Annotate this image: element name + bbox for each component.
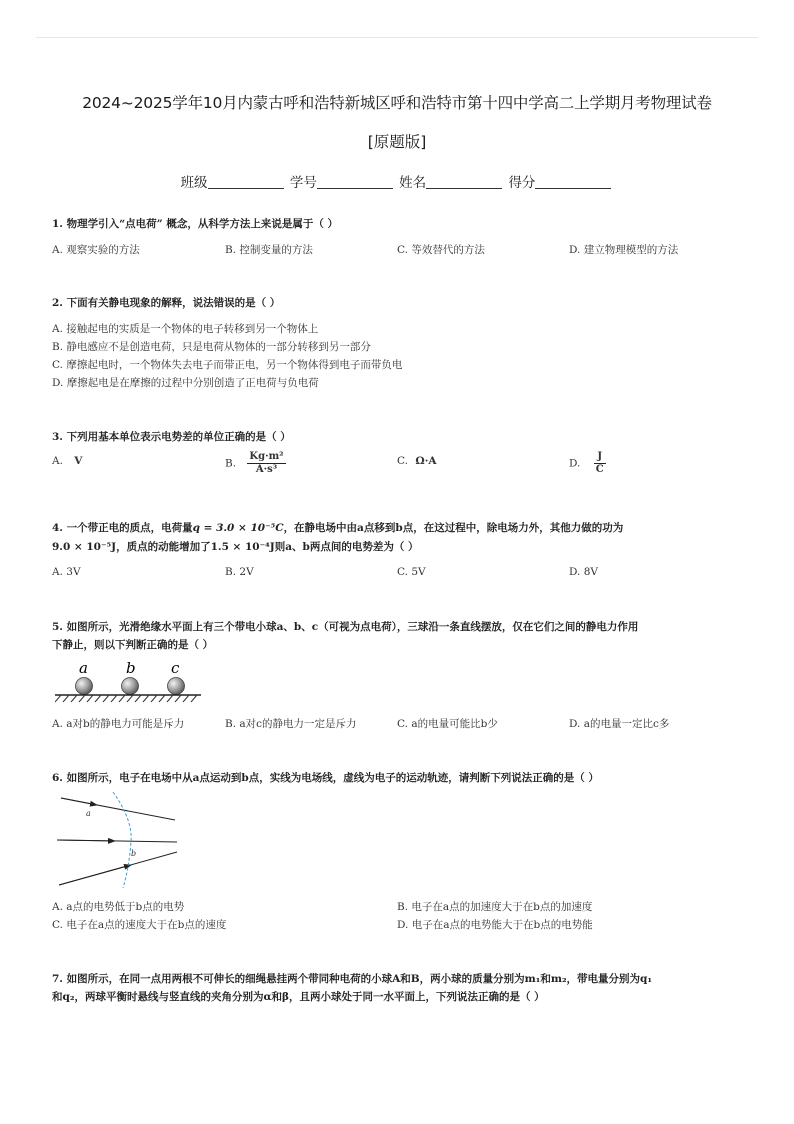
question-2-option-a[interactable]: A. 接触起电的实质是一个物体的电子转移到另一个物体上 [52, 323, 319, 335]
ball-a [76, 678, 93, 695]
question-2-option-c[interactable]: C. 摩擦起电时，一个物体失去电子而带正电，另一个物体得到电子而带负电 [52, 359, 403, 371]
question-6-option-a[interactable]: A. a点的电势低于b点的电势 [52, 901, 185, 913]
question-5-option-d[interactable]: D. a的电量一定比c多 [569, 718, 670, 730]
question-2-option-b[interactable]: B. 静电感应不是创造电荷，只是电荷从物体的一部分转移到另一部分 [52, 341, 371, 353]
question-1-option-c[interactable]: C. 等效替代的方法 [397, 244, 485, 256]
page-subtitle: [原题版] [367, 133, 427, 151]
q4-charge: q = 3.0 × 10⁻⁵C [192, 522, 284, 534]
name-label: 姓名 [399, 175, 427, 191]
class-label: 班级 [180, 175, 208, 191]
question-1-option-b[interactable]: B. 控制变量的方法 [225, 244, 313, 256]
q4-text-a: 4. 一个带正电的质点，电荷量 [52, 522, 193, 534]
question-3-option-d[interactable] [569, 451, 606, 476]
class-blank[interactable] [208, 176, 284, 189]
question-6-stem: 6. 如图所示，电子在电场中从a点运动到b点，实线为电场线，虚线为电子的运动轨迹，请判断下列说法正确的是（ ） [52, 772, 599, 784]
fraction-numerator: J [594, 451, 606, 464]
q4-text-b: ，在静电场中由a点移到b点，在这过程中，除电场力外，其他力做的功为 [283, 522, 624, 534]
question-7-line-1: 7. 如图所示，在同一点用两根不可伸长的细绳悬挂两个带同种电荷的小球A和B，两小球的质量分别为m₁和m₂，带电量分别为q₁ [52, 973, 652, 985]
question-3-option-a[interactable] [52, 455, 82, 467]
question-7-line-2: 和q₂，两球平衡时悬线与竖直线的夹角分别为α和β，且两小球处于同一水平面上，下列说法正确的是（ ） [52, 991, 545, 1003]
field-line-bottom-arrow [59, 865, 131, 885]
fraction-denominator: A·s³ [255, 464, 278, 475]
label-point-a: a [86, 809, 91, 818]
question-4-option-d[interactable]: D. 8V [569, 566, 598, 578]
question-5-line-2: 下静止，则以下判断正确的是（ ） [52, 639, 214, 651]
question-2-option-d[interactable]: D. 摩擦起电是在摩擦的过程中分别创造了正电荷与负电荷 [52, 377, 319, 389]
option-a-label: A. [52, 455, 63, 467]
student-id-label: 学号 [289, 175, 317, 191]
question-5-option-a[interactable]: A. a对b的静电力可能是斥力 [52, 718, 185, 730]
question-1-option-a[interactable]: A. 观察实验的方法 [52, 244, 140, 256]
question-1-option-d[interactable]: D. 建立物理模型的方法 [569, 244, 679, 256]
q4-text-c: ，质点的动能增加了 [116, 541, 211, 553]
question-3-option-b[interactable] [225, 451, 286, 476]
ground-hatching [55, 695, 197, 702]
option-d-fraction [594, 451, 606, 476]
ball-c [168, 678, 185, 695]
question-6-option-c[interactable]: C. 电子在a点的速度大于在b点的速度 [52, 919, 227, 931]
question-4-option-a[interactable]: A. 3V [52, 566, 81, 578]
question-5-option-b[interactable]: B. a对c的静电力一定是斥力 [225, 718, 357, 730]
question-4-option-b[interactable]: B. 2V [225, 566, 254, 578]
question-5-option-c[interactable]: C. a的电量可能比b少 [397, 718, 498, 730]
label-point-b: b [131, 849, 137, 858]
option-a-math: V [74, 455, 83, 467]
student-id-blank[interactable] [317, 176, 393, 189]
label-b: b [126, 659, 136, 677]
field-line-top-arrow [61, 798, 97, 805]
score-blank[interactable] [535, 176, 611, 189]
fraction-numerator: Kg·m² [249, 451, 284, 462]
question-4-line-1 [52, 520, 623, 535]
field-line-middle-arrow [57, 840, 115, 841]
option-c-math: Ω·A [415, 455, 437, 467]
page-title: 2024~2025学年10月内蒙古呼和浩特新城区呼和浩特市第十四中学高二上学期月考物理试卷 [82, 94, 712, 112]
question-6-option-d[interactable]: D. 电子在a点的电势能大于在b点的电势能 [397, 919, 593, 931]
ball-b [122, 678, 139, 695]
question-5-line-1: 5. 如图所示，光滑绝缘水平面上有三个带电小球a、b、c（可视为点电荷），三球沿一条直线摆放，仅在它们之间的静电力作用 [52, 621, 639, 633]
question-4-line-2 [52, 539, 419, 554]
option-d-label: D. [569, 457, 581, 470]
student-info-row [0, 171, 794, 191]
question-1-stem: 1. 物理学引入“点电荷” 概念，从科学方法上来说是属于（ ） [52, 218, 339, 230]
option-b-fraction [247, 451, 285, 476]
question-4-option-c[interactable]: C. 5V [397, 566, 426, 578]
question-6-option-b[interactable]: B. 电子在a点的加速度大于在b点的加速度 [397, 901, 593, 913]
electron-trajectory [113, 792, 131, 888]
question-3-stem: 3. 下列用基本单位表示电势差的单位正确的是（ ） [52, 431, 291, 443]
option-c-label: C. [397, 455, 408, 467]
q4-energy: 1.5 × 10⁻⁴J [210, 541, 275, 553]
label-a: a [79, 659, 88, 677]
three-charged-balls-figure [55, 656, 205, 704]
score-label: 得分 [508, 175, 536, 191]
q4-text-d: 则a、b两点间的电势差为（ ） [274, 541, 419, 553]
q4-work: 9.0 × 10⁻⁵J [52, 541, 117, 553]
option-b-label: B. [225, 457, 237, 470]
top-divider [36, 37, 758, 38]
label-c: c [171, 659, 180, 677]
question-3-option-c[interactable] [397, 455, 437, 467]
question-2-stem: 2. 下面有关静电现象的解释，说法错误的是（ ） [52, 297, 281, 309]
name-blank[interactable] [426, 176, 502, 189]
fraction-denominator: C [595, 464, 604, 475]
electric-field-trajectory-figure [55, 790, 185, 890]
